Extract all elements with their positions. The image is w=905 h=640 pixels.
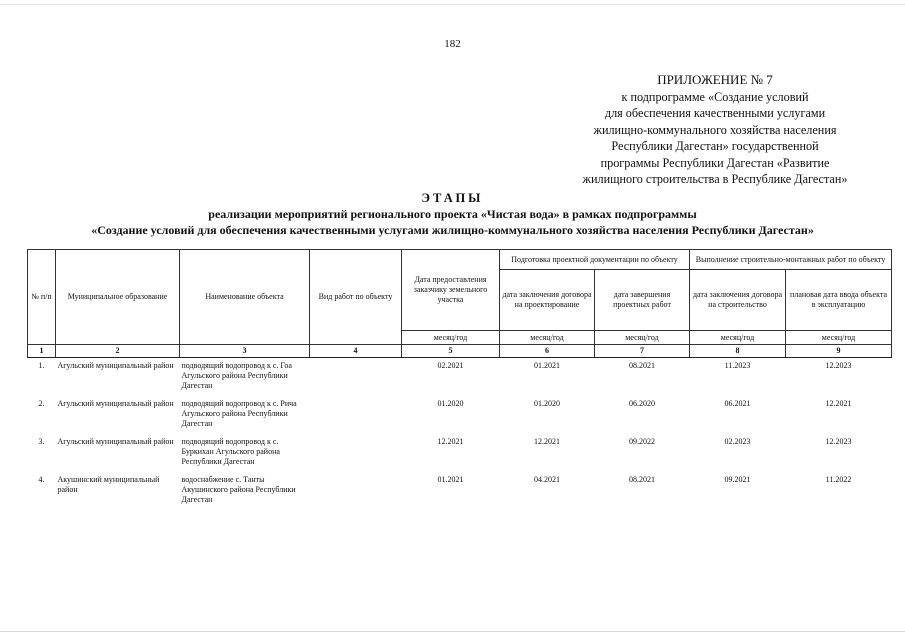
header-design-contract: дата заключения договора на проектирование bbox=[500, 270, 595, 331]
header-work-type: Вид работ по объекту bbox=[310, 250, 402, 345]
row-work-type bbox=[310, 396, 402, 434]
appendix-line: для обеспечения качественными услугами bbox=[604, 106, 826, 120]
unit-label: месяц/год bbox=[402, 331, 500, 345]
row-design-end: 08.2021 bbox=[629, 361, 655, 370]
row-commissioning: 12.2021 bbox=[825, 399, 852, 408]
header-design-end: дата завершения проектных работ bbox=[595, 270, 690, 331]
column-number: 6 bbox=[500, 345, 595, 358]
row-construction-contract: 02.2023 bbox=[724, 437, 751, 446]
row-land-date: 12.2021 bbox=[437, 437, 464, 446]
table-row bbox=[28, 358, 892, 397]
column-number: 4 bbox=[310, 345, 402, 358]
row-object: подводящий водопровод к с. Гоа Агульского района Республики Дагестан bbox=[181, 361, 292, 390]
unit-label: месяц/год bbox=[786, 331, 892, 345]
row-construction-contract: 11.2023 bbox=[724, 361, 751, 370]
header-construction-group: Выполнение строительно-монтажных работ по объекту bbox=[690, 250, 892, 270]
row-object: водоснабжение с. Танты Акушинского района Республики Дагестан bbox=[181, 475, 296, 504]
row-work-type bbox=[310, 472, 402, 510]
document-title bbox=[0, 190, 905, 238]
row-commissioning: 12.2023 bbox=[825, 437, 852, 446]
row-design-contract: 01.2020 bbox=[534, 399, 560, 408]
table-row bbox=[28, 396, 892, 434]
header-commissioning: плановая дата ввода объекта в эксплуатацию bbox=[786, 270, 892, 331]
row-design-contract: 01.2021 bbox=[534, 361, 560, 370]
appendix-line: программы Республики Дагестан «Развитие bbox=[600, 155, 830, 170]
row-municipality: Агульский муниципальный район bbox=[57, 399, 174, 408]
row-construction-contract: 06.2021 bbox=[724, 399, 751, 408]
row-construction-contract: 09.2021 bbox=[724, 475, 751, 484]
appendix-block bbox=[540, 72, 890, 188]
row-work-type bbox=[310, 434, 402, 472]
page-number: 182 bbox=[444, 38, 461, 50]
appendix-line: жилищно-коммунального хозяйства населения bbox=[593, 122, 837, 137]
header-municipality: Муниципальное образование bbox=[56, 250, 180, 345]
row-object: подводящий водопровод к с. Рича Агульского района Республики Дагестан bbox=[181, 399, 297, 428]
row-num: 1. bbox=[38, 361, 45, 370]
row-design-end: 09.2022 bbox=[629, 437, 655, 446]
appendix-line: Республики Дагестан» государственной bbox=[611, 139, 819, 153]
unit-label: месяц/год bbox=[595, 331, 690, 345]
title-line-3: «Создание условий для обеспечения качественными услугами жилищно-коммунального хозяйства населения Республики Дагестан» bbox=[91, 223, 814, 237]
row-num: 2. bbox=[38, 399, 45, 408]
row-land-date: 01.2020 bbox=[437, 399, 464, 408]
row-land-date: 01.2021 bbox=[437, 475, 464, 484]
column-number: 2 bbox=[56, 345, 180, 358]
scan-edge-top bbox=[0, 4, 905, 5]
header-design-group: Подготовка проектной документации по объекту bbox=[500, 250, 690, 270]
header-land-date: Дата предоставления заказчику земельного участка bbox=[402, 250, 500, 331]
row-design-contract: 04.2021 bbox=[534, 475, 560, 484]
table-row bbox=[28, 472, 892, 510]
row-design-contract: 12.2021 bbox=[534, 437, 560, 446]
scan-edge-bottom bbox=[0, 631, 905, 632]
row-municipality: Акушинский муниципальный район bbox=[57, 475, 160, 494]
appendix-line: жилищного строительства в Республике Дагестан» bbox=[582, 172, 848, 186]
row-municipality: Агульский муниципальный район bbox=[57, 361, 174, 370]
column-number: 7 bbox=[595, 345, 690, 358]
column-number: 5 bbox=[402, 345, 500, 358]
title-line-2: реализации мероприятий регионального проекта «Чистая вода» в рамках подпрограммы bbox=[208, 207, 697, 221]
stages-table bbox=[27, 249, 892, 510]
row-object: подводящий водопровод к с. Буркихан Агульского района Республики Дагестан bbox=[181, 437, 280, 466]
row-commissioning: 12.2023 bbox=[825, 361, 852, 370]
title-stages: ЭТАПЫ bbox=[421, 191, 484, 205]
row-num: 3. bbox=[38, 437, 45, 446]
row-commissioning: 11.2022 bbox=[825, 475, 852, 484]
row-num: 4. bbox=[38, 475, 45, 484]
row-land-date: 02.2021 bbox=[437, 361, 464, 370]
header-num: № п/п bbox=[28, 250, 56, 345]
appendix-line: к подпрограмме «Создание условий bbox=[621, 89, 809, 104]
column-number: 1 bbox=[28, 345, 56, 358]
unit-label: месяц/год bbox=[690, 331, 786, 345]
table-row bbox=[28, 434, 892, 472]
column-number: 3 bbox=[180, 345, 310, 358]
row-design-end: 08.2021 bbox=[629, 475, 655, 484]
row-work-type bbox=[310, 358, 402, 397]
row-design-end: 06.2020 bbox=[629, 399, 655, 408]
unit-label: месяц/год bbox=[500, 331, 595, 345]
row-municipality: Агульский муниципальный район bbox=[57, 437, 174, 446]
column-number: 8 bbox=[690, 345, 786, 358]
header-object: Наименование объекта bbox=[180, 250, 310, 345]
appendix-heading: ПРИЛОЖЕНИЕ № 7 bbox=[657, 72, 773, 87]
column-number: 9 bbox=[786, 345, 892, 358]
header-construction-contract: дата заключения договора на строительство bbox=[690, 270, 786, 331]
